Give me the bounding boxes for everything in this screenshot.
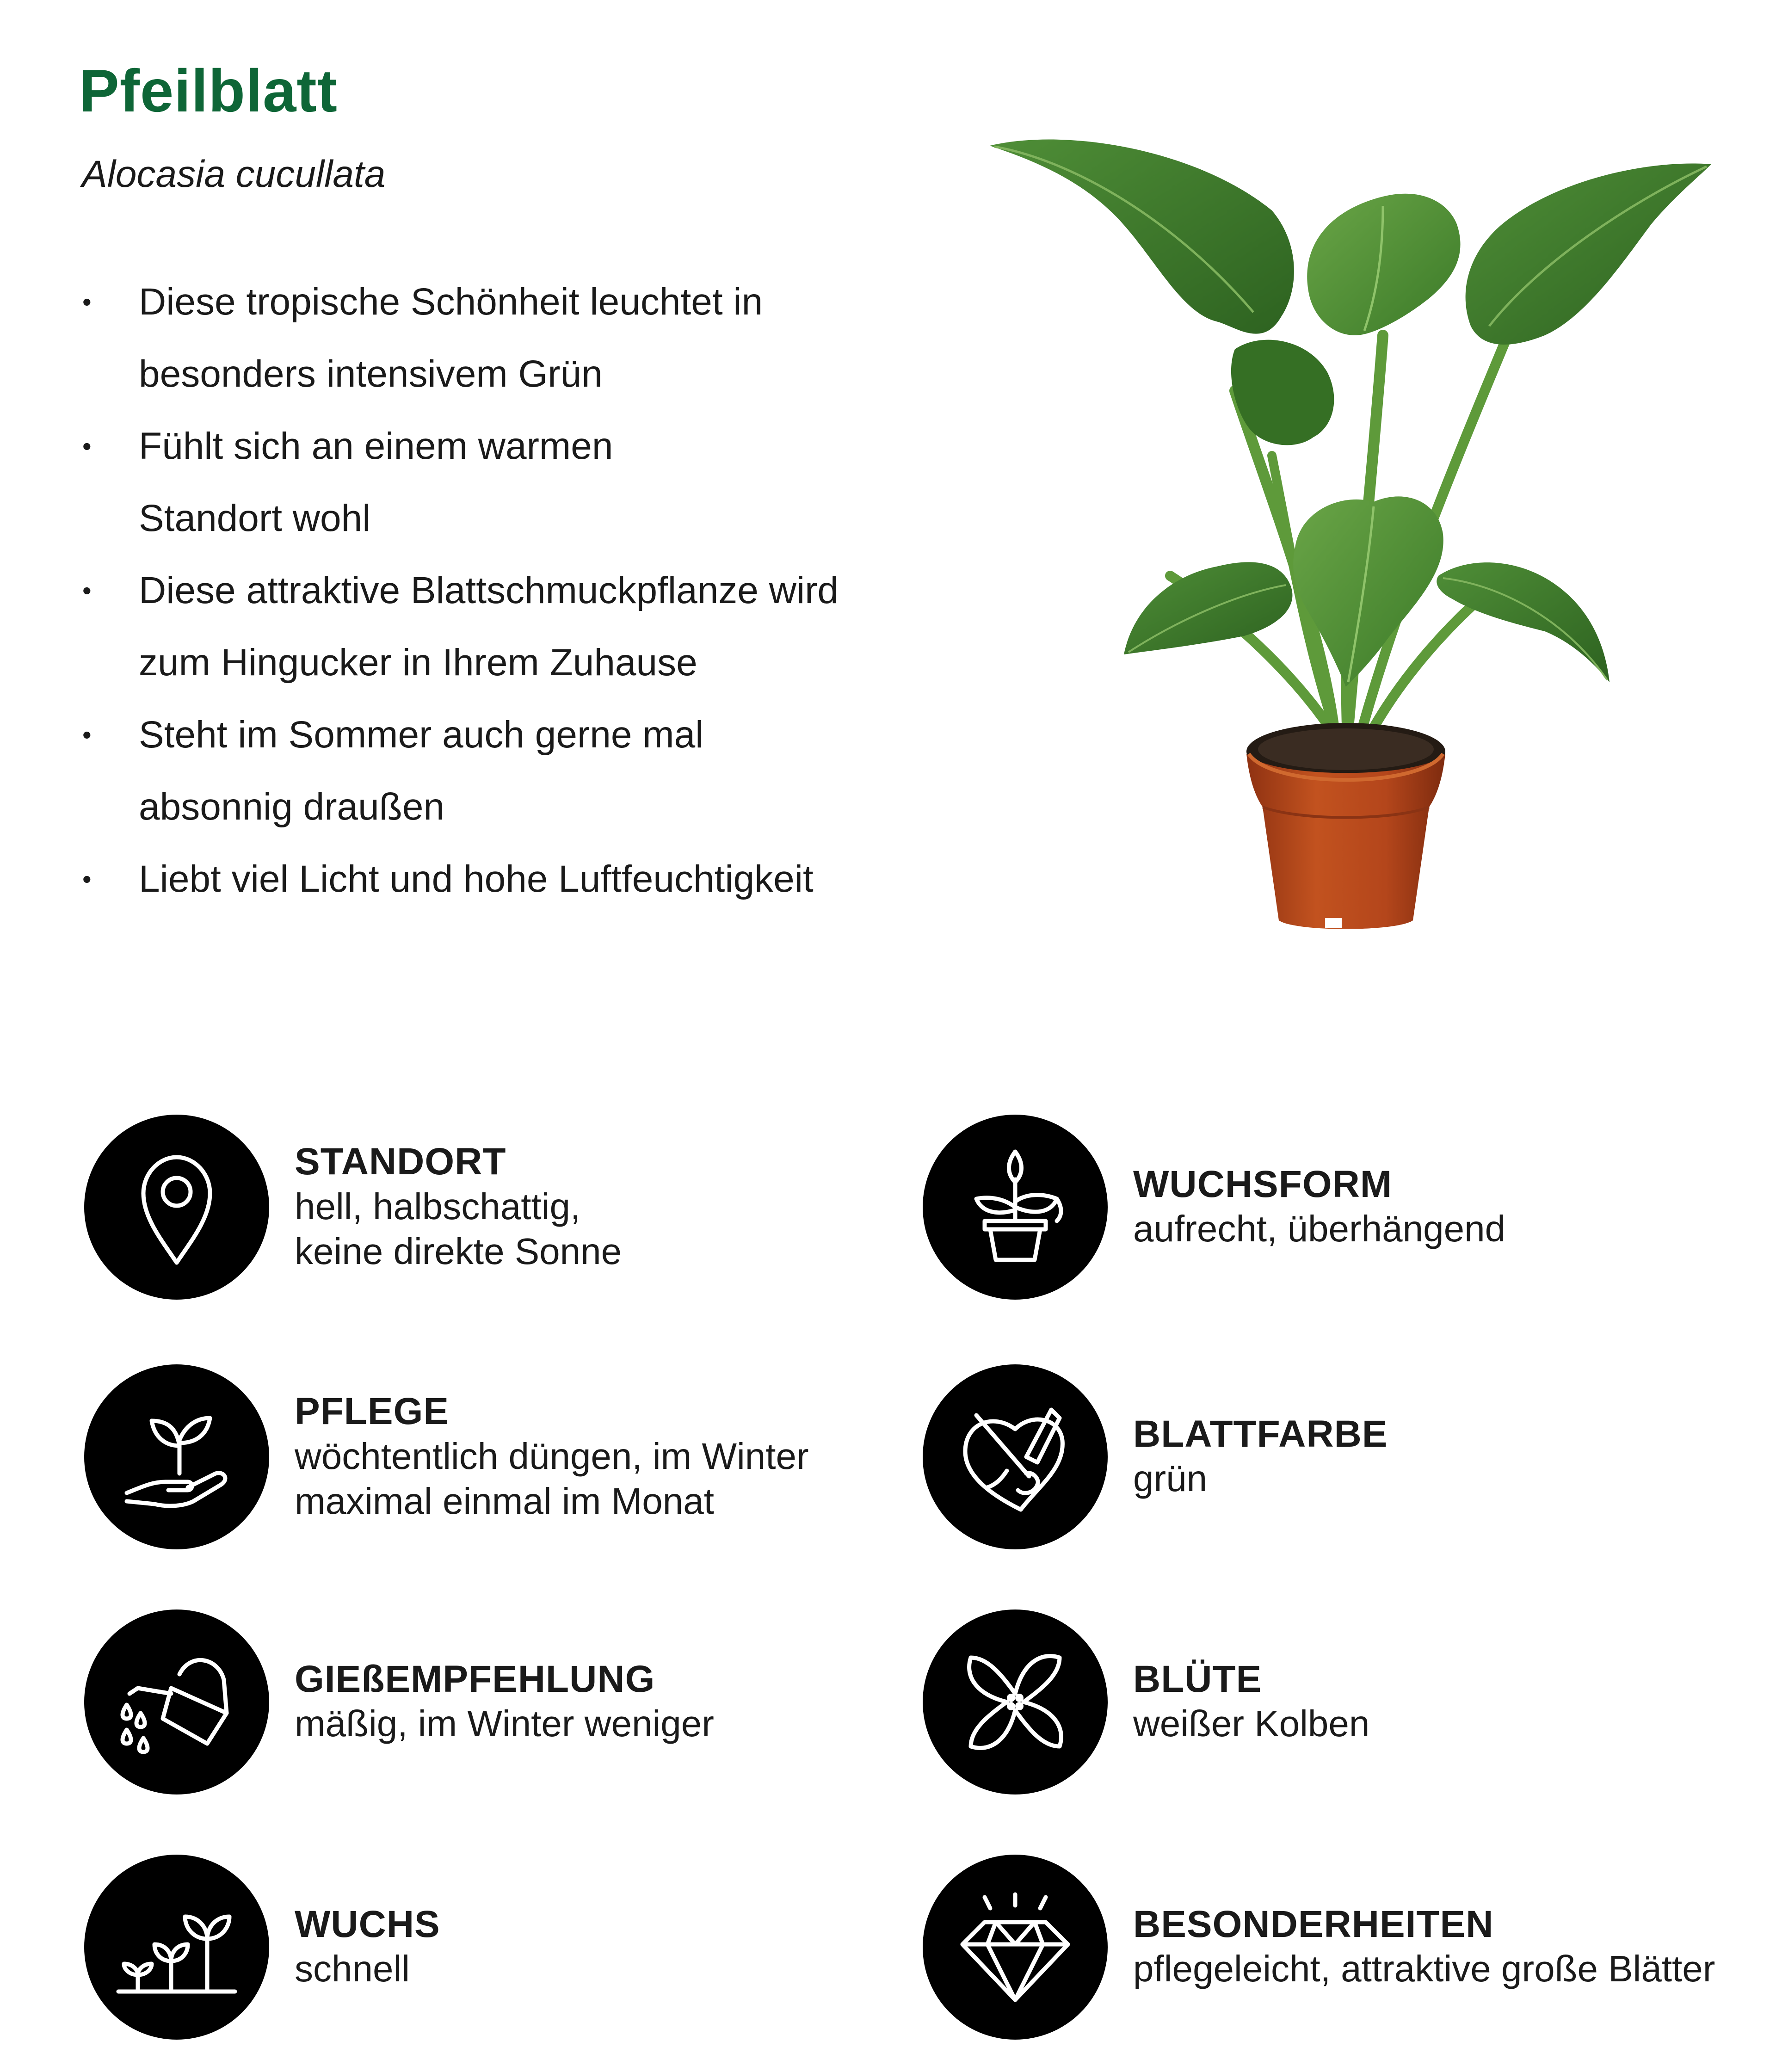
bullet-text-line: Liebt viel Licht und hohe Luftfeuchtigkeit (139, 858, 814, 900)
wuchsform-badge (923, 1115, 1108, 1300)
standort-badge (84, 1115, 269, 1300)
feature-label: WUCHSFORM (1133, 1163, 1393, 1206)
feature-besonderheiten (923, 1855, 1764, 2044)
feature-giessempfehlung (84, 1610, 926, 1799)
watering-can-icon (107, 1633, 246, 1771)
feature-pflege (84, 1364, 926, 1554)
blattfarbe-badge (923, 1364, 1108, 1549)
bullet-marker: • (82, 864, 92, 894)
bullet-text-line: Standort wohl (139, 497, 371, 539)
bullet-marker: • (82, 432, 92, 461)
feature-value: weißer Kolben (1133, 1703, 1370, 1745)
besonderheiten-badge (923, 1855, 1108, 2040)
plant-leaves (990, 140, 1711, 687)
feature-value: aufrecht, überhängend (1133, 1208, 1506, 1250)
feature-standort (84, 1115, 926, 1304)
bullet-item (79, 843, 902, 915)
feature-value: pflegeleicht, attraktive große Blätter (1133, 1948, 1715, 1990)
potted-plant-icon (946, 1138, 1085, 1276)
feature-label: BESONDERHEITEN (1133, 1903, 1494, 1946)
leaf-paintbrush-icon (946, 1388, 1085, 1526)
pflege-badge (84, 1364, 269, 1549)
bullet-text-line: Steht im Sommer auch gerne mal (139, 714, 704, 756)
bullet-marker: • (82, 576, 92, 605)
sprouts-growth-icon (107, 1878, 246, 2016)
bullet-marker: • (82, 720, 92, 749)
bullet-marker: • (82, 287, 92, 316)
bullet-item (79, 266, 902, 410)
location-pin-icon (107, 1138, 246, 1276)
bullet-text-line: absonnig draußen (139, 786, 445, 828)
bluete-badge (923, 1610, 1108, 1794)
bullet-text-line: zum Hingucker in Ihrem Zuhause (139, 641, 697, 684)
feature-bullet-list (79, 266, 902, 915)
bullet-text-line: Diese tropische Schönheit leuchtet in (139, 281, 763, 323)
feature-label: WUCHS (295, 1903, 440, 1946)
plant-pot (1246, 754, 1445, 929)
bullet-text-line: Diese attraktive Blattschmuckpflanze wird (139, 569, 839, 611)
feature-value: schnell (295, 1948, 410, 1990)
feature-label: BLÜTE (1133, 1658, 1262, 1701)
plant-photo (976, 132, 1716, 937)
product-title: Pfeilblatt (79, 57, 338, 124)
botanical-name: Alocasia cucullata (82, 153, 386, 195)
feature-blattfarbe (923, 1364, 1764, 1554)
bullet-text-line: besonders intensivem Grün (139, 353, 603, 395)
hand-seedling-icon (107, 1388, 246, 1526)
feature-label: GIEßEMPFEHLUNG (295, 1658, 655, 1701)
bullet-item (79, 410, 902, 555)
feature-label: PFLEGE (295, 1390, 450, 1433)
feature-value: hell, halbschattig, keine direkte Sonne (295, 1185, 622, 1272)
feature-value: grün (1133, 1458, 1208, 1499)
feature-label: STANDORT (295, 1141, 506, 1183)
bullet-item (79, 555, 902, 699)
giessempfehlung-badge (84, 1610, 269, 1794)
bullet-text-line: Fühlt sich an einem warmen (139, 425, 613, 467)
feature-wuchsform (923, 1115, 1764, 1304)
feature-value: mäßig, im Winter weniger (295, 1703, 714, 1745)
wuchs-badge (84, 1855, 269, 2040)
feature-value: wöchtentlich düngen, im Winter maximal einmal im Monat (295, 1435, 809, 1522)
bullet-item (79, 699, 902, 843)
flower-icon (946, 1633, 1085, 1771)
feature-label: BLATTFARBE (1133, 1413, 1388, 1455)
feature-wuchs (84, 1855, 926, 2044)
diamond-icon (946, 1878, 1085, 2016)
feature-bluete (923, 1610, 1764, 1799)
